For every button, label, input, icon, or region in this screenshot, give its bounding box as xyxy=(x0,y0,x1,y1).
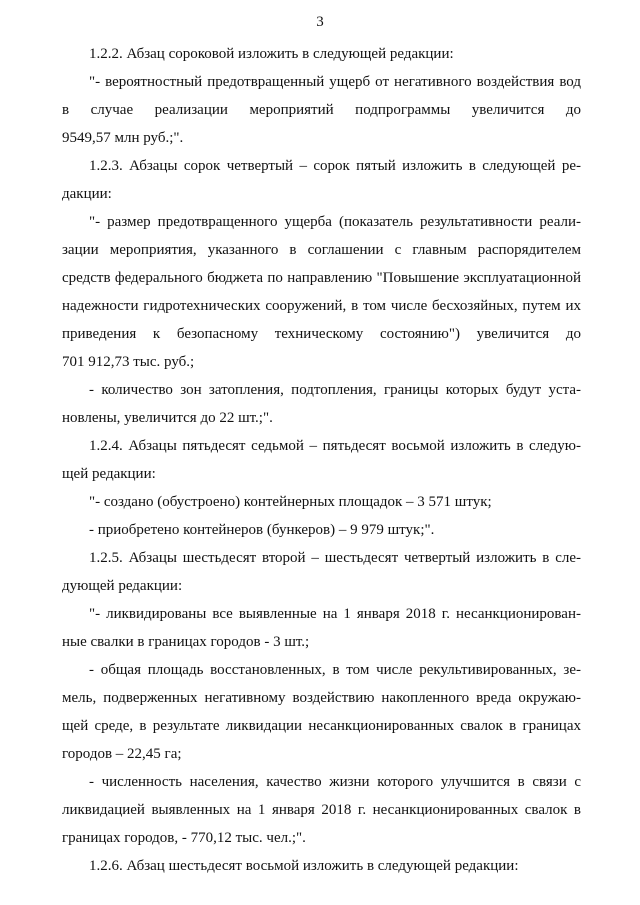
text-line: "- вероятностный предотвращенный ущерб от негативного воздействия вод xyxy=(89,74,581,90)
text-line: дакции: xyxy=(62,186,112,202)
text-line: 1.2.6. Абзац шестьдесят восьмой изложить в следующей редакции: xyxy=(89,858,519,874)
text-line: 701 912,73 тыс. руб.; xyxy=(62,354,195,370)
text-line: в случае реализации мероприятий подпрограммы увеличится до xyxy=(62,102,581,118)
text-line: ные свалки в границах городов - 3 шт.; xyxy=(62,634,310,650)
text-line: зации мероприятия, указанного в соглашении с главным распорядителем xyxy=(62,242,581,258)
document-body xyxy=(62,40,581,880)
text-line: границах городов, - 770,12 тыс. чел.;". xyxy=(62,830,306,846)
text-line: 1.2.3. Абзацы сорок четвертый – сорок пятый изложить в следующей ре- xyxy=(89,158,581,174)
text-line: - количество зон затопления, подтопления, границы которых будут уста- xyxy=(89,382,581,398)
text-line: 9549,57 млн руб.;". xyxy=(62,130,184,146)
text-line: 1.2.2. Абзац сороковой изложить в следующей редакции: xyxy=(89,46,454,62)
text-line: "- создано (обустроено) контейнерных площадок – 3 571 штук; xyxy=(89,494,492,510)
text-line: надежности гидротехнических сооружений, в том числе бесхозяйных, путем их xyxy=(62,298,581,314)
text-line: "- ликвидированы все выявленные на 1 января 2018 г. несанкционирован- xyxy=(89,606,581,622)
text-line: "- размер предотвращенного ущерба (показатель результативности реали- xyxy=(89,214,581,230)
text-line: городов – 22,45 га; xyxy=(62,746,182,762)
text-line: щей редакции: xyxy=(62,466,156,482)
text-line: - численность населения, качество жизни которого улучшится в связи с xyxy=(89,774,581,790)
text-line: мель, подверженных негативному воздействию накопленного вреда окружаю- xyxy=(62,690,581,706)
text-line: - общая площадь восстановленных, в том числе рекультивированных, зе- xyxy=(89,662,581,678)
text-line: средств федерального бюджета по направлению "Повышение эксплуатационной xyxy=(62,270,581,286)
text-line: 1.2.5. Абзацы шестьдесят второй – шестьдесят четвертый изложить в сле- xyxy=(89,550,581,566)
text-line: дующей редакции: xyxy=(62,578,183,594)
text-line: новлены, увеличится до 22 шт.;". xyxy=(62,410,273,426)
text-line: ликвидацией выявленных на 1 января 2018 г. несанкционированных свалок в xyxy=(62,802,581,818)
text-line: щей среде, в результате ликвидации несанкционированных свалок в границах xyxy=(62,718,581,734)
text-line: - приобретено контейнеров (бункеров) – 9 979 штук;". xyxy=(89,522,435,538)
page-number: 3 xyxy=(316,14,324,30)
text-line: приведения к безопасному техническому состоянию") увеличится до xyxy=(62,326,581,342)
text-line: 1.2.4. Абзацы пятьдесят седьмой – пятьдесят восьмой изложить в следую- xyxy=(89,438,581,454)
